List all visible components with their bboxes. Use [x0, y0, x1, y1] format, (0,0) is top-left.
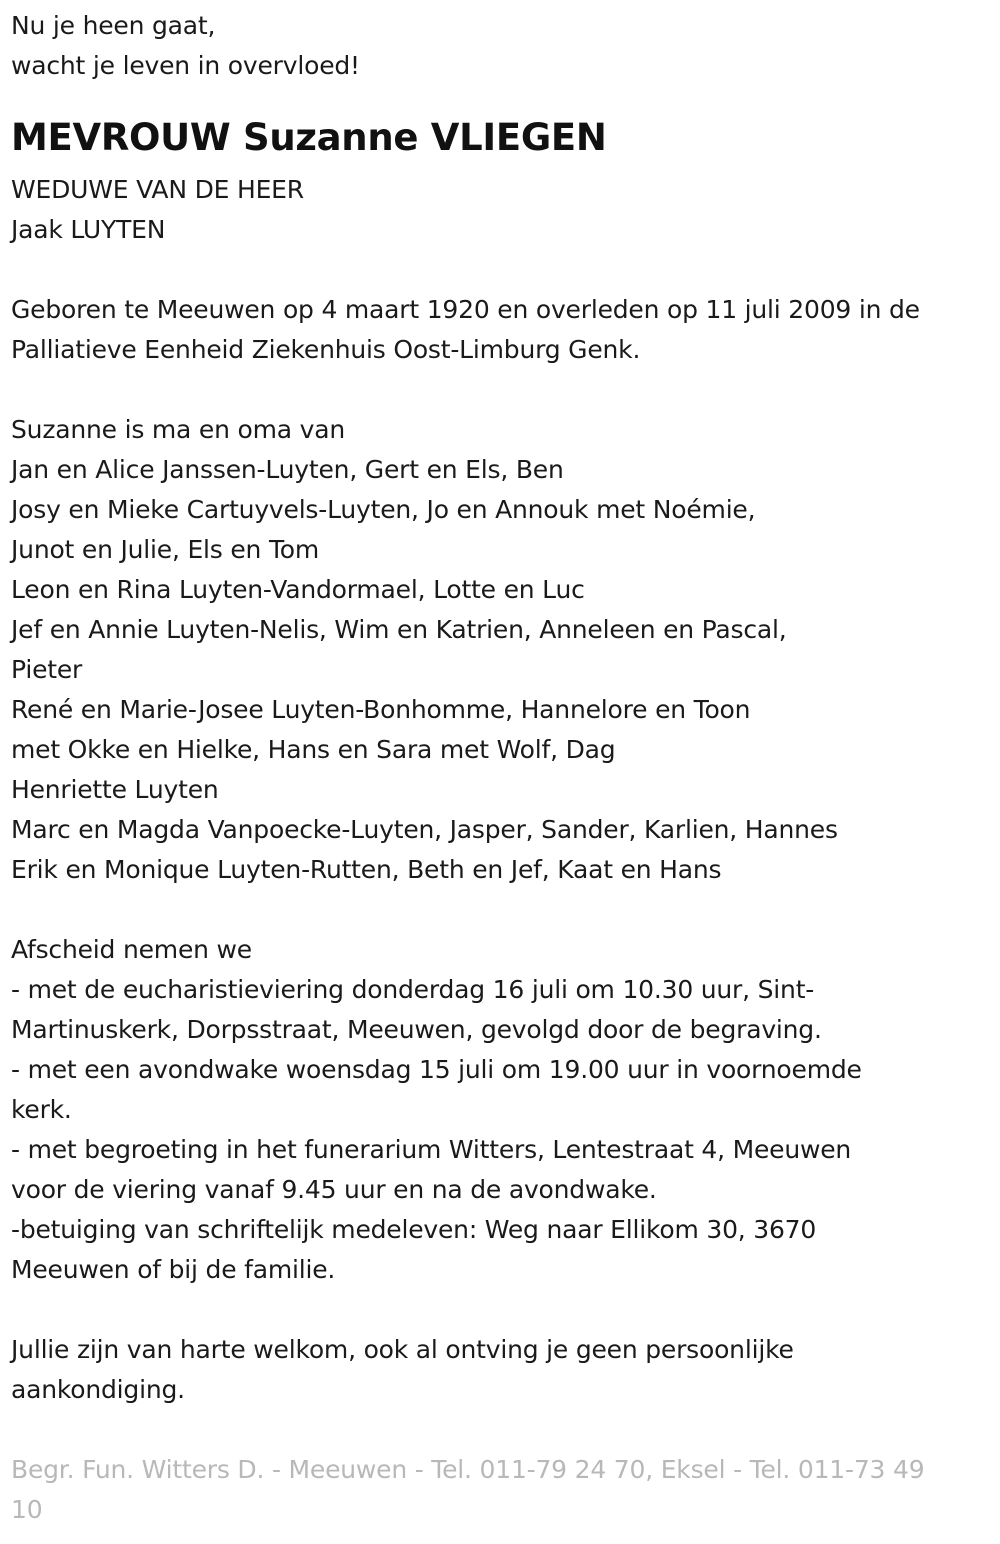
farewell-line: - met begroeting in het funerarium Witters, Lentestraat 4, Meeuwen — [11, 1135, 852, 1164]
paragraph-line: Palliatieve Eenheid Ziekenhuis Oost-Limburg Genk. — [11, 335, 641, 364]
family-intro: Suzanne is ma en oma van — [11, 415, 345, 444]
motto-line: Nu je heen gaat, — [11, 11, 216, 40]
farewell-line: - met de eucharistieviering donderdag 16 juli om 10.30 uur, Sint- — [11, 975, 815, 1004]
birth-death-paragraph — [11, 290, 986, 370]
deceased-name: MEVROUW Suzanne VLIEGEN — [11, 116, 607, 159]
paragraph-line: Geboren te Meeuwen op 4 maart 1920 en overleden op 11 juli 2009 in de — [11, 295, 920, 324]
family-line: René en Marie-Josee Luyten-Bonhomme, Hannelore en Toon — [11, 695, 751, 724]
family-line: Josy en Mieke Cartuyvels-Luyten, Jo en Annouk met Noémie, — [11, 495, 756, 524]
farewell-details — [11, 930, 986, 1290]
family-line: Jef en Annie Luyten-Nelis, Wim en Katrien, Anneleen en Pascal, — [11, 615, 787, 644]
spacer — [11, 1290, 986, 1330]
farewell-line: -betuiging van schriftelijk medeleven: Weg naar Ellikom 30, 3670 — [11, 1215, 817, 1244]
spouse-line: Jaak LUYTEN — [11, 215, 166, 244]
spacer — [11, 370, 986, 410]
motto — [11, 6, 986, 86]
obituary-notice — [11, 6, 986, 1530]
family-list — [11, 410, 986, 890]
welcome-line: Jullie zijn van harte welkom, ook al ontving je geen persoonlijke — [11, 1335, 794, 1364]
family-line: Erik en Monique Luyten-Rutten, Beth en Jef, Kaat en Hans — [11, 855, 722, 884]
family-line: met Okke en Hielke, Hans en Sara met Wolf, Dag — [11, 735, 616, 764]
deceased-block — [11, 106, 986, 250]
farewell-line: voor de viering vanaf 9.45 uur en na de avondwake. — [11, 1175, 657, 1204]
spacer — [11, 250, 986, 290]
footer-line: Begr. Fun. Witters D. - Meeuwen - Tel. 011-79 24 70, Eksel - Tel. 011-73 49 — [11, 1455, 925, 1484]
family-line: Henriette Luyten — [11, 775, 219, 804]
motto-line: wacht je leven in overvloed! — [11, 51, 360, 80]
welcome-paragraph — [11, 1330, 986, 1410]
spacer — [11, 86, 986, 106]
welcome-line: aankondiging. — [11, 1375, 185, 1404]
family-line: Pieter — [11, 655, 83, 684]
farewell-line: Martinuskerk, Dorpsstraat, Meeuwen, gevolgd door de begraving. — [11, 1015, 822, 1044]
spacer — [11, 1410, 986, 1450]
family-line: Junot en Julie, Els en Tom — [11, 535, 320, 564]
farewell-line: - met een avondwake woensdag 15 juli om 19.00 uur in voornoemde — [11, 1055, 862, 1084]
funeral-home-footer — [11, 1450, 986, 1530]
footer-line: 10 — [11, 1495, 43, 1524]
family-line: Marc en Magda Vanpoecke-Luyten, Jasper, Sander, Karlien, Hannes — [11, 815, 838, 844]
family-line: Jan en Alice Janssen-Luyten, Gert en Els, Ben — [11, 455, 564, 484]
spacer — [11, 890, 986, 930]
farewell-line: kerk. — [11, 1095, 72, 1124]
family-line: Leon en Rina Luyten-Vandormael, Lotte en Luc — [11, 575, 585, 604]
farewell-intro: Afscheid nemen we — [11, 935, 252, 964]
spouse-line: WEDUWE VAN DE HEER — [11, 175, 304, 204]
farewell-line: Meeuwen of bij de familie. — [11, 1255, 336, 1284]
